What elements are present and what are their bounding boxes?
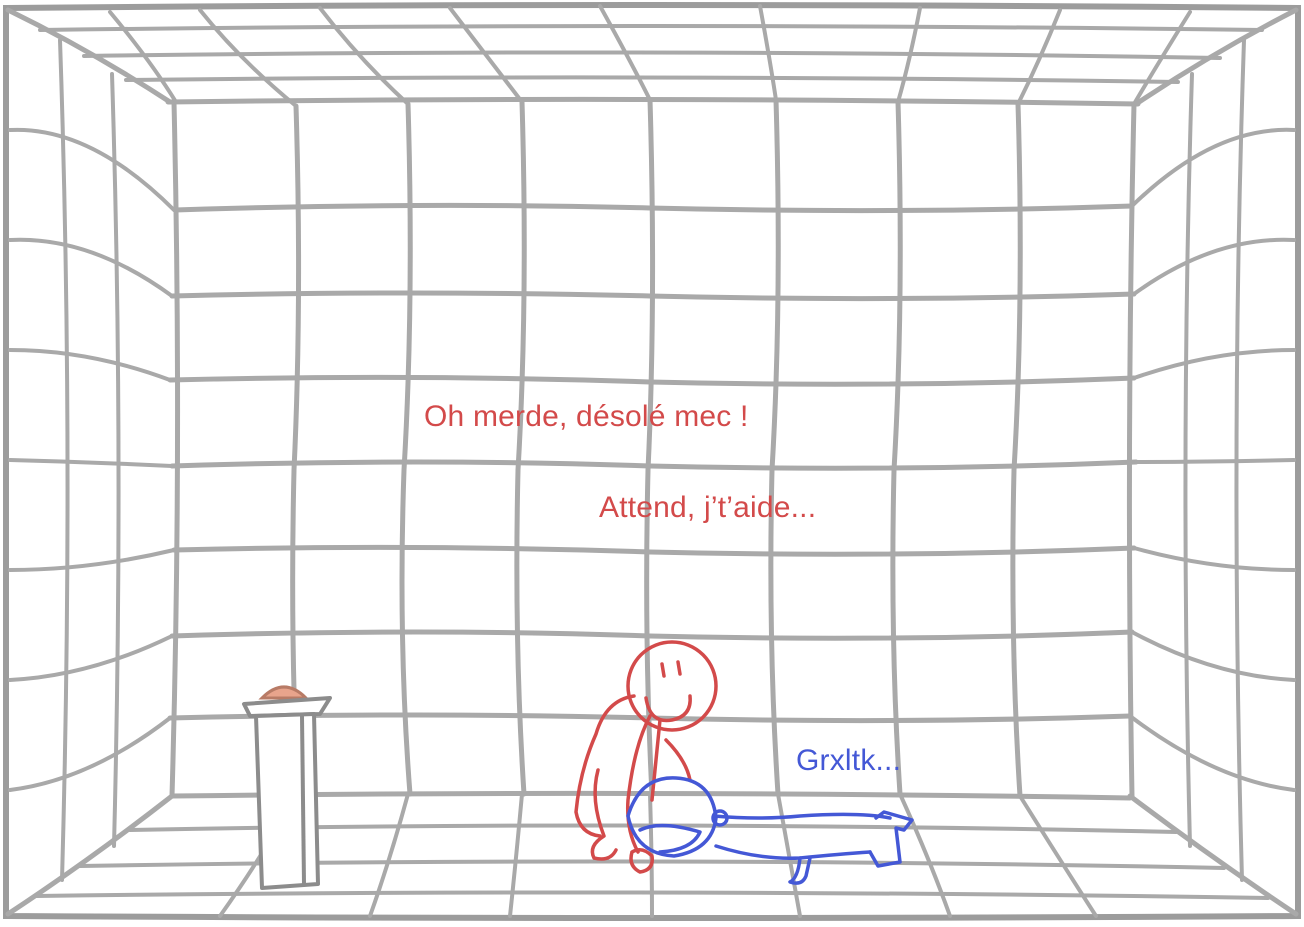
back-wall-grid bbox=[168, 99, 1138, 798]
pedestal-edge bbox=[302, 716, 304, 884]
ceiling-pads bbox=[40, 6, 1262, 106]
blue-character-head bbox=[628, 778, 716, 856]
blue-character-speech: Grxltk... bbox=[796, 744, 902, 777]
red-character-arm-2 bbox=[666, 740, 690, 780]
blue-character-body-top bbox=[714, 814, 890, 818]
right-wall-pads bbox=[1130, 40, 1294, 880]
blue-character-body-bottom bbox=[716, 846, 870, 858]
dome-button-icon bbox=[262, 687, 306, 698]
left-wall-pads bbox=[10, 40, 174, 880]
red-character-speech-2: Attend, j’t’aide... bbox=[599, 491, 817, 524]
red-character-eyes bbox=[662, 662, 680, 676]
blue-character-feet bbox=[870, 812, 912, 866]
red-character-speech-1: Oh merde, désolé mec ! bbox=[424, 400, 749, 433]
pedestal-column bbox=[256, 714, 318, 888]
red-character-leg bbox=[592, 770, 616, 859]
